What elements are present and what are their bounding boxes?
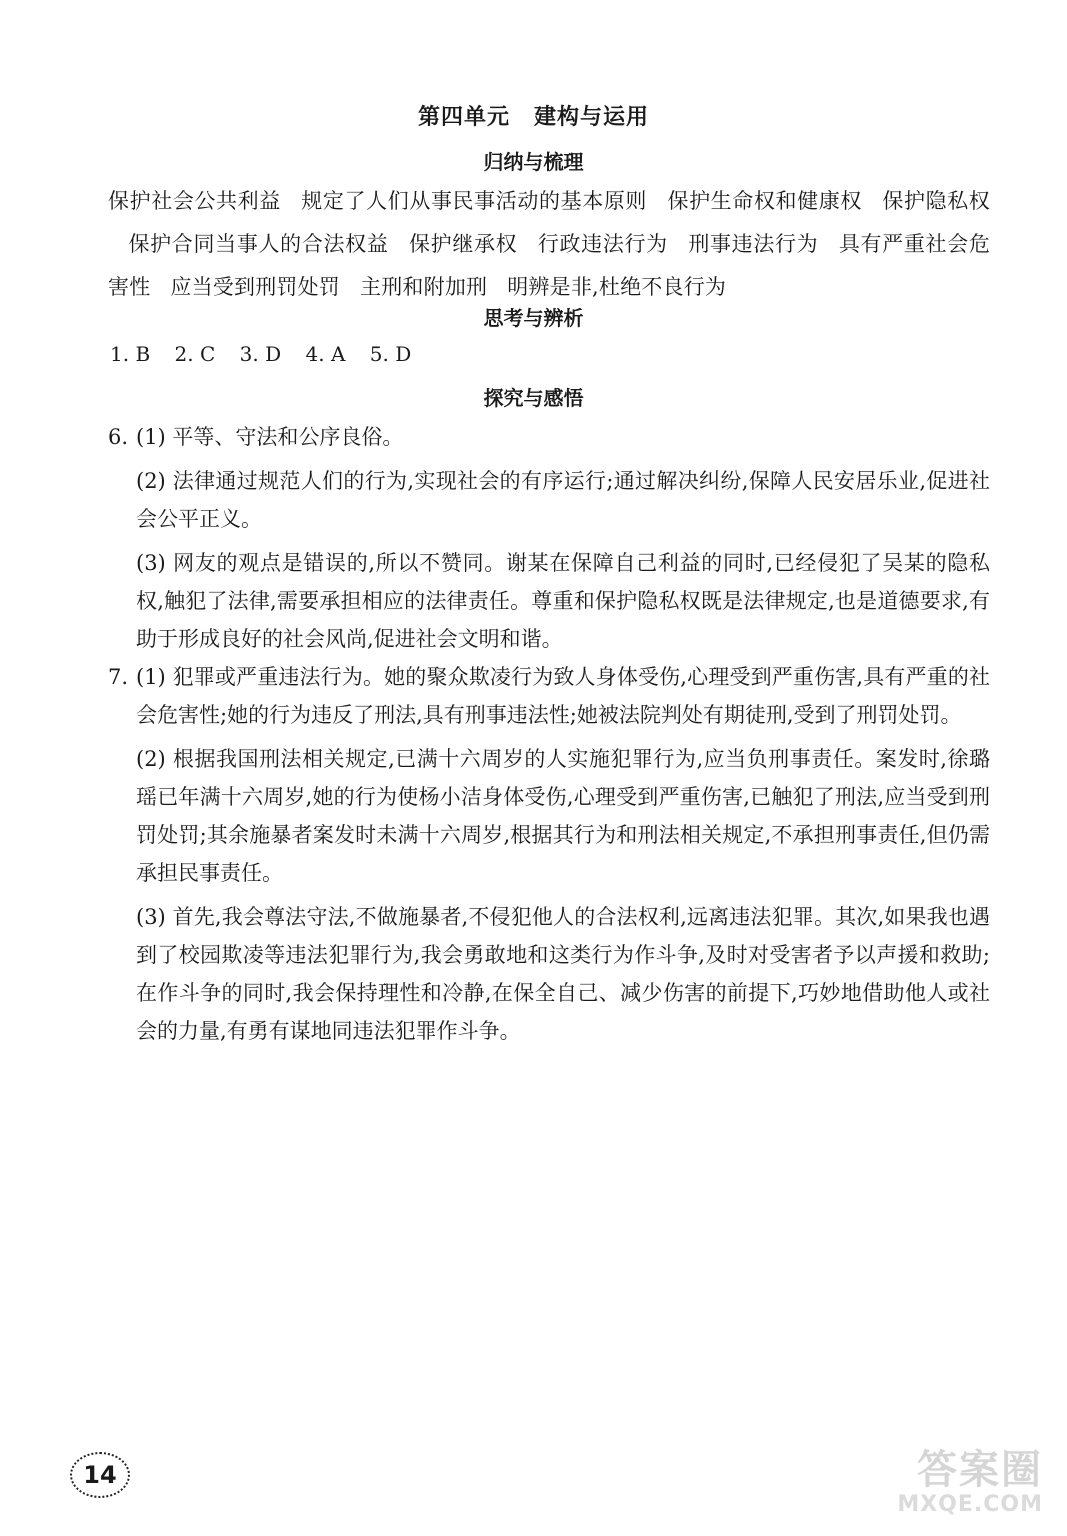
summary-term: 规定了人们从事民事活动的基本原则 — [300, 189, 648, 213]
summary-terms — [108, 180, 990, 309]
mc-number: 3. — [239, 342, 259, 366]
answer-part: (3) 网友的观点是错误的,所以不赞同。谢某在保障自己利益的同时,已经侵犯了吴某的隐私权,触犯了法律,需要承担相应的法律责任。尊重和保护隐私权既是法律规定,也是道德要求,有助于形成良好的社会风尚,促进社会文明和谐。 — [136, 551, 990, 651]
mc-answer — [240, 340, 282, 368]
answer-part: (2) 根据我国刑法相关规定,已满十六周岁的人实施犯罪行为,应当负刑事责任。案发时,徐璐瑶已年满十六周岁,她的行为使杨小洁身体受伤,心理受到严重伤害,已触犯了刑法,应当受到刑罚处罚;其余施暴者案发时未满十六周岁,根据其行为和刑法相关规定,不承担刑事责任,但仍需承担民事责任。 — [136, 747, 990, 885]
page-number: 14 — [70, 1452, 130, 1498]
summary-term: 刑事违法行为 — [687, 232, 819, 256]
unit-title-name: 建构与运用 — [534, 105, 650, 130]
question-number: 7. — [108, 665, 129, 689]
mc-number: 4. — [305, 342, 325, 366]
mc-number: 5. — [369, 342, 389, 366]
mc-letter: C — [199, 342, 216, 366]
summary-term: 保护合同当事人的合法权益 — [128, 232, 389, 256]
watermark-text: 答案圈 — [917, 1447, 1043, 1493]
summary-term: 主刑和附加刑 — [360, 275, 488, 299]
watermark-logo — [863, 1448, 1043, 1528]
summary-term: 保护社会公共利益 — [108, 189, 281, 213]
mc-answer — [110, 340, 150, 368]
answer-part: (1) 平等、守法和公序良俗。 — [136, 425, 404, 449]
mc-letter: D — [395, 342, 412, 366]
mc-number: 1. — [110, 342, 130, 366]
question-6 — [108, 418, 990, 658]
answer-part: (3) 首先,我会尊法守法,不做施暴者,不侵犯他人的合法权利,远离违法犯罪。其次,如果我也遇到了校园欺凌等违法犯罪行为,我会勇敢地和这类行为作斗争,及时对受害者予以声援和救助;在作斗争的同时,我会保持理性和冷静,在保全自己、减少伤害的前提下,巧妙地借助他人或社会的力量,有勇有谋地同违法犯罪作斗争。 — [136, 905, 990, 1043]
unit-title-number: 第四单元 — [417, 105, 510, 130]
mc-letter: A — [330, 342, 346, 366]
thinking-heading: 思考与辨析 — [483, 306, 584, 330]
summary-term: 明辨是非,杜绝不良行为 — [507, 275, 727, 299]
summary-term: 保护继承权 — [408, 232, 518, 256]
explore-heading: 探究与感悟 — [483, 386, 584, 410]
watermark-url: MXQE.COM — [897, 1492, 1043, 1517]
multiple-choice-answers — [110, 340, 429, 368]
mc-answer — [370, 340, 412, 368]
summary-term: 应当受到刑罚处罚 — [170, 275, 341, 299]
answer-part: (2) 法律通过规范人们的行为,实现社会的有序运行;通过解决纠纷,保障人民安居乐业,促进社会公平正义。 — [136, 469, 990, 531]
answer-part: (1) 犯罪或严重违法行为。她的聚众欺凌行为致人身体受伤,心理受到严重伤害,具有严重的社会危害性;她的行为违反了刑法,具有刑事违法性;她被法院判处有期徒刑,受到了刑罚处罚。 — [136, 665, 990, 727]
mc-letter: B — [135, 342, 151, 366]
question-number: 6. — [108, 425, 129, 449]
question-7 — [108, 658, 990, 1050]
summary-term: 保护隐私权 — [881, 189, 990, 213]
mc-answer — [175, 340, 216, 368]
summary-term: 行政违法行为 — [537, 232, 668, 256]
summary-term: 具有严重社会危害性 — [108, 232, 991, 299]
mc-answer — [306, 340, 346, 368]
mc-letter: D — [265, 342, 282, 366]
unit-title — [0, 100, 1067, 131]
summary-heading: 归纳与梳理 — [483, 150, 584, 174]
mc-number: 2. — [174, 342, 194, 366]
summary-term: 保护生命权和健康权 — [667, 189, 862, 213]
